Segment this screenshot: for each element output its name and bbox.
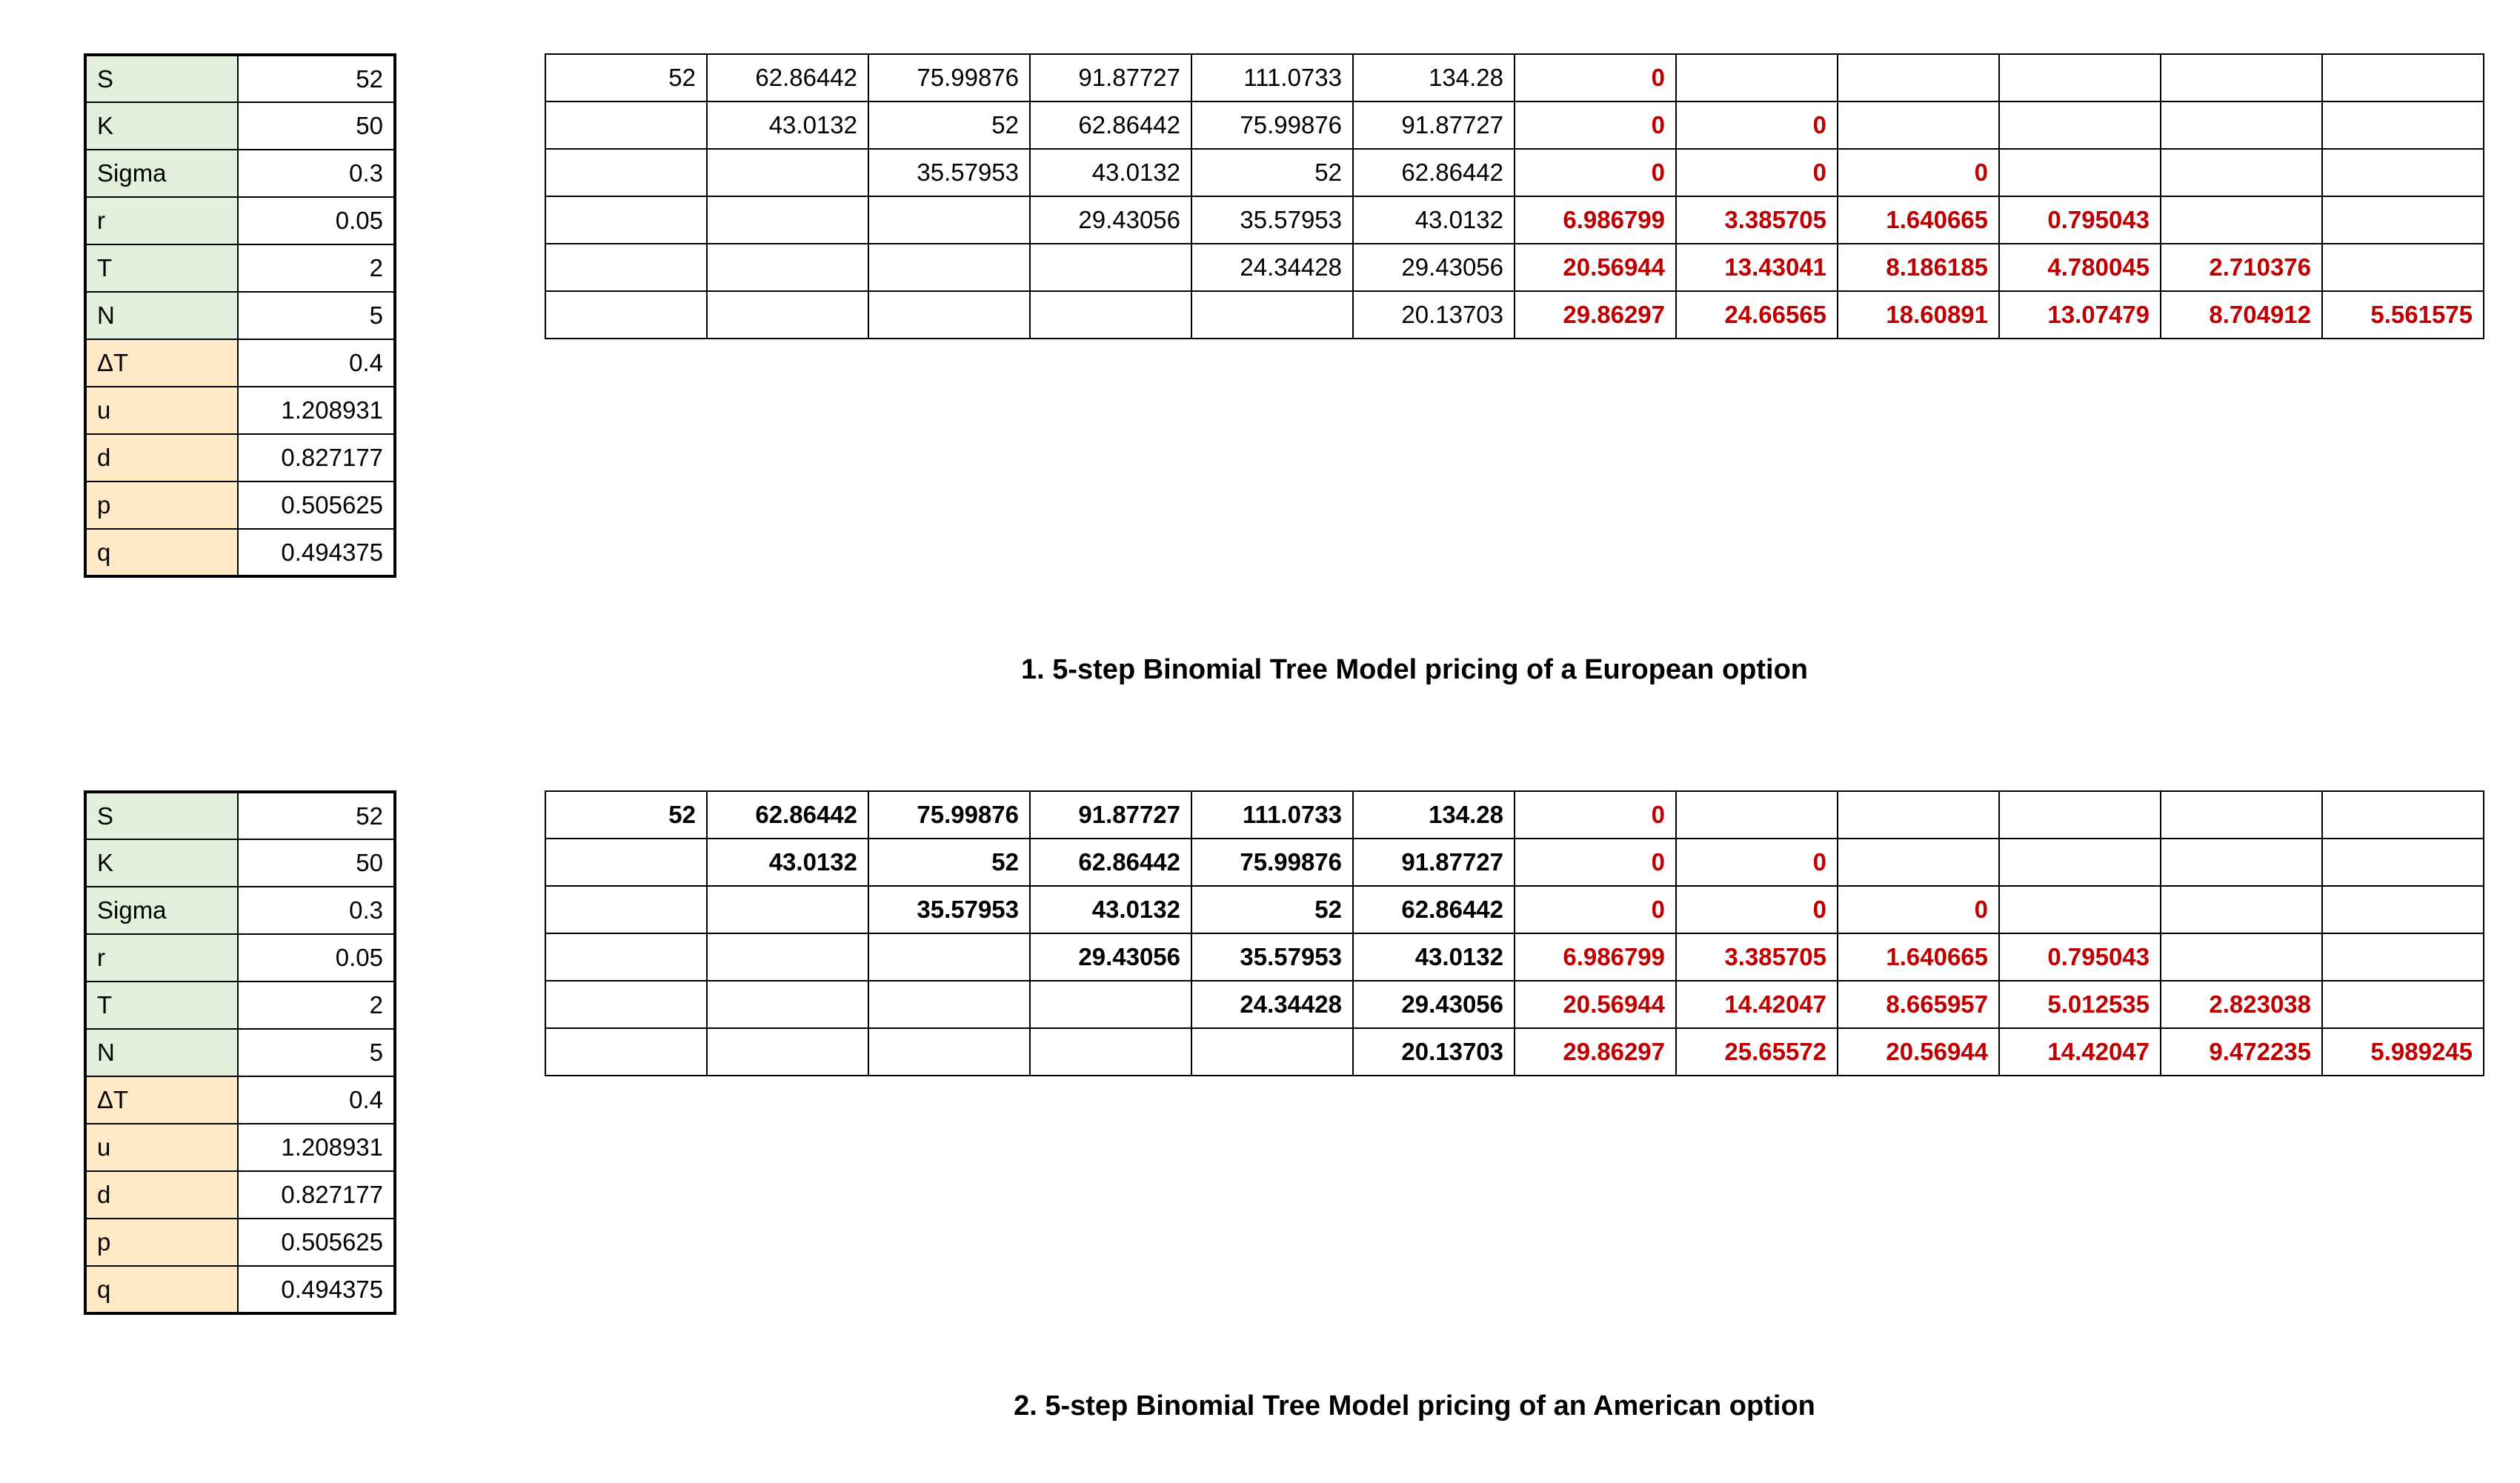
stock-price-cell[interactable]: 35.57953 bbox=[868, 149, 1030, 196]
option-value-cell[interactable]: 1.640665 bbox=[1838, 933, 1999, 981]
empty-cell[interactable] bbox=[545, 981, 707, 1028]
param-label-cell[interactable]: ΔT bbox=[85, 339, 238, 387]
param-row bbox=[85, 292, 395, 339]
param-row bbox=[85, 150, 395, 197]
tree-row bbox=[545, 291, 2484, 339]
tree-row bbox=[545, 149, 2484, 196]
empty-cell[interactable] bbox=[545, 149, 707, 196]
binomial-tree-grid-european bbox=[545, 53, 2484, 339]
option-value-cell[interactable]: 0 bbox=[1676, 101, 1838, 149]
param-label-cell[interactable]: d bbox=[85, 1171, 238, 1219]
empty-cell[interactable] bbox=[1676, 54, 1838, 101]
param-label-cell[interactable]: d bbox=[85, 434, 238, 481]
param-row bbox=[85, 1171, 395, 1219]
param-label-cell[interactable]: N bbox=[85, 1029, 238, 1076]
option-value-cell[interactable]: 13.07479 bbox=[1999, 291, 2161, 339]
option-value-cell[interactable]: 20.56944 bbox=[1838, 1028, 1999, 1076]
param-value-cell[interactable]: 0.05 bbox=[238, 934, 395, 982]
stock-price-cell[interactable]: 75.99876 bbox=[868, 791, 1030, 839]
empty-cell[interactable] bbox=[1030, 244, 1191, 291]
empty-cell[interactable] bbox=[545, 933, 707, 981]
empty-cell[interactable] bbox=[2322, 791, 2484, 839]
option-value-cell[interactable]: 0 bbox=[1838, 886, 1999, 933]
param-value-cell[interactable]: 0.05 bbox=[238, 197, 395, 244]
empty-cell[interactable] bbox=[707, 196, 868, 244]
caption-european-title: 1. 5-step Binomial Tree Model pricing of a European option bbox=[1020, 654, 1808, 685]
stock-price-cell[interactable]: 43.0132 bbox=[1030, 886, 1191, 933]
param-row bbox=[85, 1124, 395, 1171]
empty-cell[interactable] bbox=[2161, 101, 2322, 149]
param-value-cell[interactable]: 1.208931 bbox=[238, 1124, 395, 1171]
param-value-cell[interactable]: 0.505625 bbox=[238, 481, 395, 529]
option-value-cell[interactable]: 5.561575 bbox=[2322, 291, 2484, 339]
param-label-cell[interactable]: S bbox=[85, 792, 238, 839]
stock-price-cell[interactable]: 24.34428 bbox=[1191, 244, 1353, 291]
empty-cell[interactable] bbox=[1999, 149, 2161, 196]
param-label-cell[interactable]: N bbox=[85, 292, 238, 339]
param-row bbox=[85, 792, 395, 839]
param-value-cell[interactable]: 52 bbox=[238, 55, 395, 102]
option-value-cell[interactable]: 8.186185 bbox=[1838, 244, 1999, 291]
param-value-cell[interactable]: 0.505625 bbox=[238, 1219, 395, 1266]
stock-price-cell[interactable]: 52 bbox=[868, 839, 1030, 886]
empty-cell[interactable] bbox=[545, 839, 707, 886]
empty-cell[interactable] bbox=[2322, 244, 2484, 291]
param-label-cell[interactable]: Sigma bbox=[85, 887, 238, 934]
stock-price-cell[interactable]: 62.86442 bbox=[707, 54, 868, 101]
option-value-cell[interactable]: 0 bbox=[1515, 149, 1676, 196]
option-value-cell[interactable]: 29.86297 bbox=[1515, 291, 1676, 339]
stock-price-cell[interactable]: 52 bbox=[545, 791, 707, 839]
tree-row bbox=[545, 886, 2484, 933]
stock-price-cell[interactable]: 62.86442 bbox=[1030, 101, 1191, 149]
empty-cell[interactable] bbox=[707, 244, 868, 291]
stock-price-cell[interactable]: 91.87727 bbox=[1353, 101, 1515, 149]
empty-cell[interactable] bbox=[707, 981, 868, 1028]
tree-row bbox=[545, 839, 2484, 886]
empty-cell[interactable] bbox=[545, 1028, 707, 1076]
param-label-cell[interactable]: T bbox=[85, 982, 238, 1029]
empty-cell[interactable] bbox=[2322, 839, 2484, 886]
empty-cell[interactable] bbox=[545, 244, 707, 291]
empty-cell[interactable] bbox=[2322, 54, 2484, 101]
param-row bbox=[85, 55, 395, 102]
parameters-table-european bbox=[84, 53, 396, 578]
stock-price-cell[interactable]: 43.0132 bbox=[707, 101, 868, 149]
option-value-cell[interactable]: 25.65572 bbox=[1676, 1028, 1838, 1076]
param-row bbox=[85, 339, 395, 387]
stock-price-cell[interactable]: 29.43056 bbox=[1353, 981, 1515, 1028]
empty-cell[interactable] bbox=[1676, 791, 1838, 839]
option-value-cell[interactable]: 14.42047 bbox=[1999, 1028, 2161, 1076]
param-value-cell[interactable]: 2 bbox=[238, 982, 395, 1029]
stock-price-cell[interactable]: 75.99876 bbox=[1191, 101, 1353, 149]
parameters-table-american bbox=[84, 790, 396, 1315]
param-label-cell[interactable]: q bbox=[85, 529, 238, 576]
param-value-cell[interactable]: 0.3 bbox=[238, 887, 395, 934]
param-label-cell[interactable]: T bbox=[85, 244, 238, 292]
param-row bbox=[85, 197, 395, 244]
param-row bbox=[85, 102, 395, 150]
stock-price-cell[interactable]: 20.13703 bbox=[1353, 1028, 1515, 1076]
param-row bbox=[85, 244, 395, 292]
stock-price-cell[interactable]: 62.86442 bbox=[1353, 149, 1515, 196]
stock-price-cell[interactable]: 52 bbox=[1191, 886, 1353, 933]
param-row bbox=[85, 1076, 395, 1124]
stock-price-cell[interactable]: 20.13703 bbox=[1353, 291, 1515, 339]
empty-cell[interactable] bbox=[2322, 981, 2484, 1028]
empty-cell[interactable] bbox=[1999, 839, 2161, 886]
param-value-cell[interactable]: 0.827177 bbox=[238, 434, 395, 481]
option-value-cell[interactable]: 0 bbox=[1515, 791, 1676, 839]
option-value-cell[interactable]: 8.665957 bbox=[1838, 981, 1999, 1028]
param-value-cell[interactable]: 0.494375 bbox=[238, 529, 395, 576]
param-row bbox=[85, 481, 395, 529]
option-value-cell[interactable]: 0 bbox=[1676, 886, 1838, 933]
stock-price-cell[interactable]: 75.99876 bbox=[868, 54, 1030, 101]
stock-price-cell[interactable]: 29.43056 bbox=[1030, 196, 1191, 244]
stock-price-cell[interactable]: 134.28 bbox=[1353, 791, 1515, 839]
param-row bbox=[85, 934, 395, 982]
option-value-cell[interactable]: 0 bbox=[1838, 149, 1999, 196]
option-value-cell[interactable]: 5.989245 bbox=[2322, 1028, 2484, 1076]
param-row bbox=[85, 1029, 395, 1076]
option-value-cell[interactable]: 1.640665 bbox=[1838, 196, 1999, 244]
stock-price-cell[interactable]: 43.0132 bbox=[1353, 196, 1515, 244]
stock-price-cell[interactable]: 24.34428 bbox=[1191, 981, 1353, 1028]
stock-price-cell[interactable]: 62.86442 bbox=[707, 791, 868, 839]
empty-cell[interactable] bbox=[707, 886, 868, 933]
stock-price-cell[interactable]: 35.57953 bbox=[1191, 933, 1353, 981]
tree-row bbox=[545, 101, 2484, 149]
empty-cell[interactable] bbox=[2161, 839, 2322, 886]
stock-price-cell[interactable]: 91.87727 bbox=[1353, 839, 1515, 886]
empty-cell[interactable] bbox=[2161, 149, 2322, 196]
stock-price-cell[interactable]: 62.86442 bbox=[1030, 839, 1191, 886]
option-value-cell[interactable]: 0 bbox=[1676, 839, 1838, 886]
option-value-cell[interactable]: 8.704912 bbox=[2161, 291, 2322, 339]
param-label-cell[interactable]: r bbox=[85, 197, 238, 244]
option-value-cell[interactable]: 6.986799 bbox=[1515, 933, 1676, 981]
stock-price-cell[interactable]: 43.0132 bbox=[1353, 933, 1515, 981]
param-value-cell[interactable]: 50 bbox=[238, 839, 395, 887]
param-row bbox=[85, 839, 395, 887]
binomial-tree-grid-american bbox=[545, 790, 2484, 1076]
tree-row bbox=[545, 981, 2484, 1028]
empty-cell[interactable] bbox=[2322, 149, 2484, 196]
param-label-cell[interactable]: p bbox=[85, 481, 238, 529]
empty-cell[interactable] bbox=[1838, 839, 1999, 886]
empty-cell[interactable] bbox=[707, 149, 868, 196]
option-value-cell[interactable]: 5.012535 bbox=[1999, 981, 2161, 1028]
stock-price-cell[interactable]: 35.57953 bbox=[868, 886, 1030, 933]
option-value-cell[interactable]: 0 bbox=[1515, 839, 1676, 886]
param-value-cell[interactable]: 0.4 bbox=[238, 1076, 395, 1124]
tree-row bbox=[545, 1028, 2484, 1076]
option-value-cell[interactable]: 0 bbox=[1676, 149, 1838, 196]
empty-cell[interactable] bbox=[2322, 886, 2484, 933]
empty-cell[interactable] bbox=[868, 933, 1030, 981]
param-row bbox=[85, 529, 395, 576]
option-value-cell[interactable]: 20.56944 bbox=[1515, 981, 1676, 1028]
stock-price-cell[interactable]: 35.57953 bbox=[1191, 196, 1353, 244]
option-value-cell[interactable]: 29.86297 bbox=[1515, 1028, 1676, 1076]
empty-cell[interactable] bbox=[1999, 54, 2161, 101]
param-value-cell[interactable]: 2 bbox=[238, 244, 395, 292]
option-value-cell[interactable]: 0.795043 bbox=[1999, 196, 2161, 244]
empty-cell[interactable] bbox=[868, 981, 1030, 1028]
stock-price-cell[interactable]: 91.87727 bbox=[1030, 54, 1191, 101]
empty-cell[interactable] bbox=[2161, 196, 2322, 244]
stock-price-cell[interactable]: 75.99876 bbox=[1191, 839, 1353, 886]
empty-cell[interactable] bbox=[1999, 101, 2161, 149]
caption-american-title: 2. 5-step Binomial Tree Model pricing of an American option bbox=[1014, 1390, 1815, 1422]
param-label-cell[interactable]: q bbox=[85, 1266, 238, 1313]
empty-cell[interactable] bbox=[545, 101, 707, 149]
option-value-cell[interactable]: 14.42047 bbox=[1676, 981, 1838, 1028]
stock-price-cell[interactable]: 111.0733 bbox=[1191, 54, 1353, 101]
stock-price-cell[interactable]: 134.28 bbox=[1353, 54, 1515, 101]
param-row bbox=[85, 1266, 395, 1313]
option-value-cell[interactable]: 20.56944 bbox=[1515, 244, 1676, 291]
param-label-cell[interactable]: u bbox=[85, 1124, 238, 1171]
option-value-cell[interactable]: 0.795043 bbox=[1999, 933, 2161, 981]
empty-cell[interactable] bbox=[1191, 291, 1353, 339]
param-label-cell[interactable]: K bbox=[85, 102, 238, 150]
empty-cell[interactable] bbox=[707, 933, 868, 981]
tree-row bbox=[545, 54, 2484, 101]
option-value-cell[interactable]: 6.986799 bbox=[1515, 196, 1676, 244]
stock-price-cell[interactable]: 52 bbox=[545, 54, 707, 101]
tree-row bbox=[545, 791, 2484, 839]
param-row bbox=[85, 887, 395, 934]
param-row bbox=[85, 387, 395, 434]
param-value-cell[interactable]: 5 bbox=[238, 292, 395, 339]
empty-cell[interactable] bbox=[868, 244, 1030, 291]
empty-cell[interactable] bbox=[545, 291, 707, 339]
empty-cell[interactable] bbox=[1838, 791, 1999, 839]
option-value-cell[interactable]: 0 bbox=[1515, 54, 1676, 101]
empty-cell[interactable] bbox=[2161, 933, 2322, 981]
stock-price-cell[interactable]: 43.0132 bbox=[707, 839, 868, 886]
empty-cell[interactable] bbox=[707, 1028, 868, 1076]
param-label-cell[interactable]: K bbox=[85, 839, 238, 887]
stock-price-cell[interactable]: 52 bbox=[868, 101, 1030, 149]
tree-row bbox=[545, 933, 2484, 981]
option-value-cell[interactable]: 9.472235 bbox=[2161, 1028, 2322, 1076]
option-value-cell[interactable]: 3.385705 bbox=[1676, 933, 1838, 981]
empty-cell[interactable] bbox=[2161, 886, 2322, 933]
option-value-cell[interactable]: 3.385705 bbox=[1676, 196, 1838, 244]
param-label-cell[interactable]: ΔT bbox=[85, 1076, 238, 1124]
tree-row bbox=[545, 196, 2484, 244]
empty-cell[interactable] bbox=[1838, 101, 1999, 149]
option-value-cell[interactable]: 2.823038 bbox=[2161, 981, 2322, 1028]
param-value-cell[interactable]: 50 bbox=[238, 102, 395, 150]
empty-cell[interactable] bbox=[1838, 54, 1999, 101]
param-value-cell[interactable]: 0.3 bbox=[238, 150, 395, 197]
param-value-cell[interactable]: 0.827177 bbox=[238, 1171, 395, 1219]
empty-cell[interactable] bbox=[1030, 1028, 1191, 1076]
empty-cell[interactable] bbox=[2161, 791, 2322, 839]
param-value-cell[interactable]: 52 bbox=[238, 792, 395, 839]
tree-row bbox=[545, 244, 2484, 291]
param-value-cell[interactable]: 5 bbox=[238, 1029, 395, 1076]
empty-cell[interactable] bbox=[545, 886, 707, 933]
stock-price-cell[interactable]: 62.86442 bbox=[1353, 886, 1515, 933]
empty-cell[interactable] bbox=[1999, 886, 2161, 933]
param-value-cell[interactable]: 1.208931 bbox=[238, 387, 395, 434]
empty-cell[interactable] bbox=[1191, 1028, 1353, 1076]
empty-cell[interactable] bbox=[1999, 791, 2161, 839]
stock-price-cell[interactable]: 29.43056 bbox=[1030, 933, 1191, 981]
param-label-cell[interactable]: r bbox=[85, 934, 238, 982]
param-label-cell[interactable]: u bbox=[85, 387, 238, 434]
param-label-cell[interactable]: p bbox=[85, 1219, 238, 1266]
param-label-cell[interactable]: Sigma bbox=[85, 150, 238, 197]
empty-cell[interactable] bbox=[1030, 291, 1191, 339]
empty-cell[interactable] bbox=[2322, 101, 2484, 149]
stock-price-cell[interactable]: 43.0132 bbox=[1030, 149, 1191, 196]
empty-cell[interactable] bbox=[707, 291, 868, 339]
param-value-cell[interactable]: 0.494375 bbox=[238, 1266, 395, 1313]
option-value-cell[interactable]: 18.60891 bbox=[1838, 291, 1999, 339]
empty-cell[interactable] bbox=[2322, 196, 2484, 244]
stock-price-cell[interactable]: 111.0733 bbox=[1191, 791, 1353, 839]
empty-cell[interactable] bbox=[2161, 54, 2322, 101]
option-value-cell[interactable]: 24.66565 bbox=[1676, 291, 1838, 339]
option-value-cell[interactable]: 0 bbox=[1515, 101, 1676, 149]
param-label-cell[interactable]: S bbox=[85, 55, 238, 102]
param-row bbox=[85, 434, 395, 481]
stock-price-cell[interactable]: 29.43056 bbox=[1353, 244, 1515, 291]
option-value-cell[interactable]: 4.780045 bbox=[1999, 244, 2161, 291]
param-row bbox=[85, 982, 395, 1029]
empty-cell[interactable] bbox=[868, 1028, 1030, 1076]
empty-cell[interactable] bbox=[868, 291, 1030, 339]
empty-cell[interactable] bbox=[545, 196, 707, 244]
empty-cell[interactable] bbox=[868, 196, 1030, 244]
param-value-cell[interactable]: 0.4 bbox=[238, 339, 395, 387]
option-value-cell[interactable]: 13.43041 bbox=[1676, 244, 1838, 291]
option-value-cell[interactable]: 0 bbox=[1515, 886, 1676, 933]
empty-cell[interactable] bbox=[1030, 981, 1191, 1028]
option-value-cell[interactable]: 2.710376 bbox=[2161, 244, 2322, 291]
empty-cell[interactable] bbox=[2322, 933, 2484, 981]
stock-price-cell[interactable]: 91.87727 bbox=[1030, 791, 1191, 839]
param-row bbox=[85, 1219, 395, 1266]
stock-price-cell[interactable]: 52 bbox=[1191, 149, 1353, 196]
